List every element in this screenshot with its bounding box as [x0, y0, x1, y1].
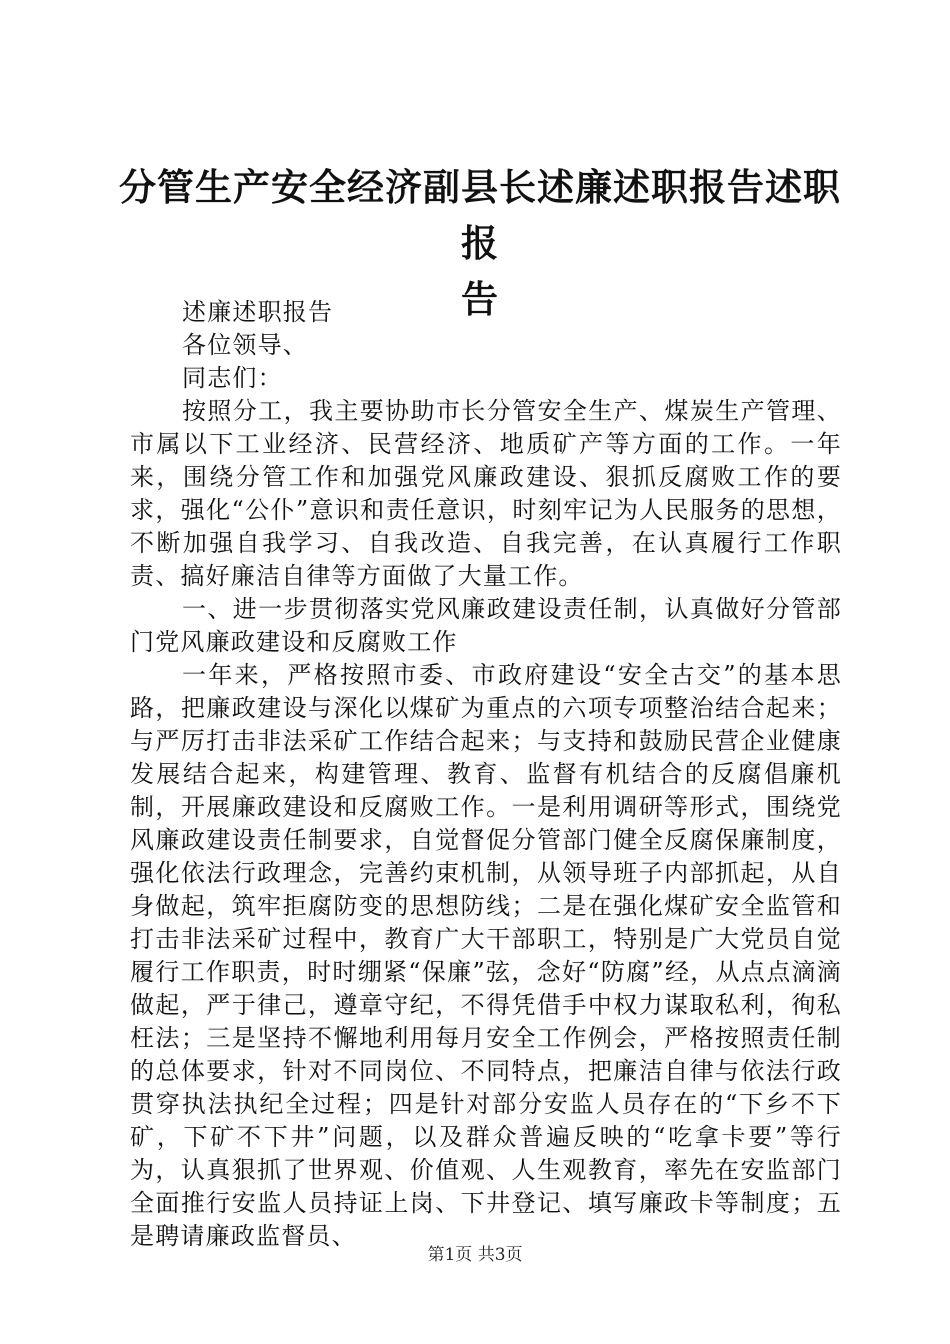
document-body [130, 296, 842, 1253]
body-paragraph-salutation-1: 各位领导、 [182, 331, 308, 359]
document-title-line-1: 分管生产安全经济副县长述廉述职报告述职报 [119, 166, 841, 265]
page-footer: 第1页 共3页 [427, 1245, 523, 1265]
body-paragraph-intro: 按照分工，我主要协助市长分管安全生产、煤炭生产管理、市属以下工业经济、民营经济、地质矿产等方面的工作。一年来，围绕分管工作和加强党风廉政建设、狠抓反腐败工作的要求，强化“公仆”意识和责任意识，时刻牢记为人民服务的思想，不断加强自我学习、自我改造、自我完善，在认真履行工作职责、搞好廉洁自律等方面做了大量工作。 [130, 397, 842, 590]
document-title-line-2: 告 [461, 278, 499, 321]
body-paragraph-section-heading: 一、进一步贯彻落实党风廉政建设责任制，认真做好分管部门党风廉政建设和反腐败工作 [130, 595, 842, 656]
body-paragraph-salutation-2: 同志们： [182, 364, 283, 392]
body-paragraph-heading: 述廉述职报告 [182, 298, 334, 326]
body-paragraph-section-content: 一年来，严格按照市委、市政府建设“安全古交”的基本思路，把廉政建设与深化以煤矿为重点的六项专项整治结合起来；与严厉打击非法采矿工作结合起来；与支持和鼓励民营企业健康发展结合起来，构建管理、教育、监督有机结合的反腐倡廉机制，开展廉政建设和反腐败工作。一是利用调研等形式，围绕党风廉政建设责任制要求，自觉督促分管部门健全反腐保廉制度，强化依法行政理念，完善约束机制，从领导班子内部抓起，从自身做起，筑牢拒腐防变的思想防线；二是在强化煤矿安全监管和打击非法采矿过程中，教育广大干部职工，特别是广大党员自觉履行工作职责，时时绷紧“保廉”弦，念好“防腐”经，从点点滴滴做起，严于律己，遵章守纪，不得凭借手中权力谋取私利，徇私枉法；三是坚持不懈地利用每月安全工作例会，严格按照责任制的总体要求，针对不同岗位、不同特点，把廉洁自律与依法行政贯穿执法执纪全过程；四是针对部分安监人员存在的“下乡不下矿，下矿不下井”问题，以及群众普遍反映的“吃拿卡要”等行为，认真狠抓了世界观、价值观、人生观教育，率先在安监部门全面推行安监人员持证上岗、下井登记、填写廉政卡等制度；五是聘请廉政监督员、 [130, 661, 842, 1250]
